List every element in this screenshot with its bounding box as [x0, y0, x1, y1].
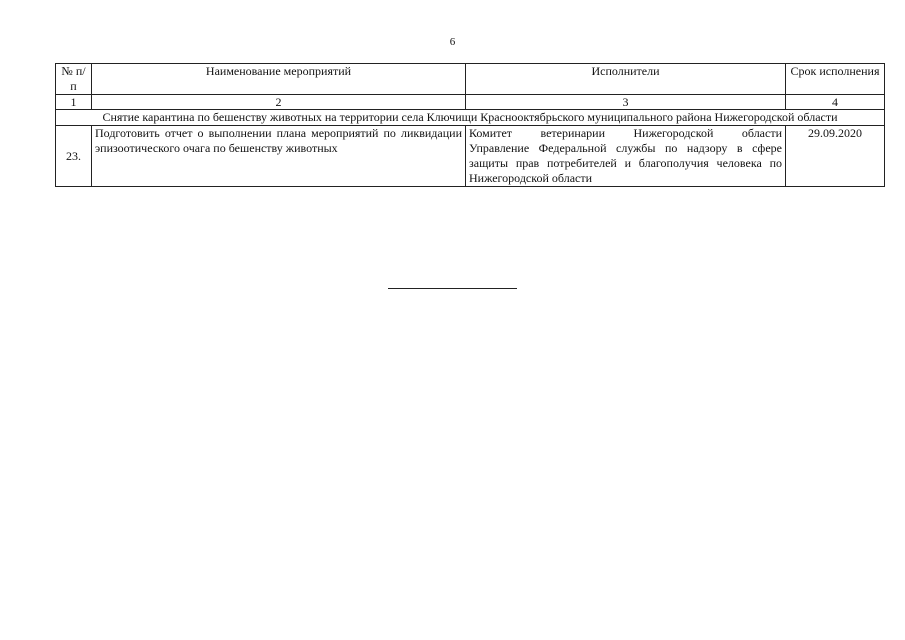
- header-num: № п/п: [56, 64, 92, 95]
- executor: Управление Федеральной службы по надзору в сфере защиты прав потребителей и благополучия человека по Нижегородской области: [469, 141, 782, 185]
- deadline: 29.09.2020: [786, 126, 885, 187]
- column-number: 1: [56, 95, 92, 110]
- section-title: Снятие карантина по бешенству животных на территории села Ключищи Краснооктябрьского муниципального района Нижегородской области: [56, 110, 885, 126]
- executors-cell: [466, 126, 786, 187]
- column-number: 2: [92, 95, 466, 110]
- end-separator-line: [388, 288, 517, 289]
- page-number: 6: [449, 36, 456, 48]
- header-executors: Исполнители: [466, 64, 786, 95]
- row-number: 23.: [56, 126, 92, 187]
- column-number-row: [56, 95, 885, 110]
- table-row: [56, 126, 885, 187]
- measure-name: Подготовить отчет о выполнении плана мероприятий по ликвидации эпизоотического очага по бешенству животных: [92, 126, 466, 187]
- section-row: [56, 110, 885, 126]
- executor: Комитет ветеринарии Нижегородской области: [469, 126, 782, 140]
- column-number: 4: [786, 95, 885, 110]
- table-header-row: [56, 64, 885, 95]
- measures-table: [55, 63, 885, 187]
- header-term: Срок исполнения: [786, 64, 885, 95]
- column-number: 3: [466, 95, 786, 110]
- header-name: Наименование мероприятий: [92, 64, 466, 95]
